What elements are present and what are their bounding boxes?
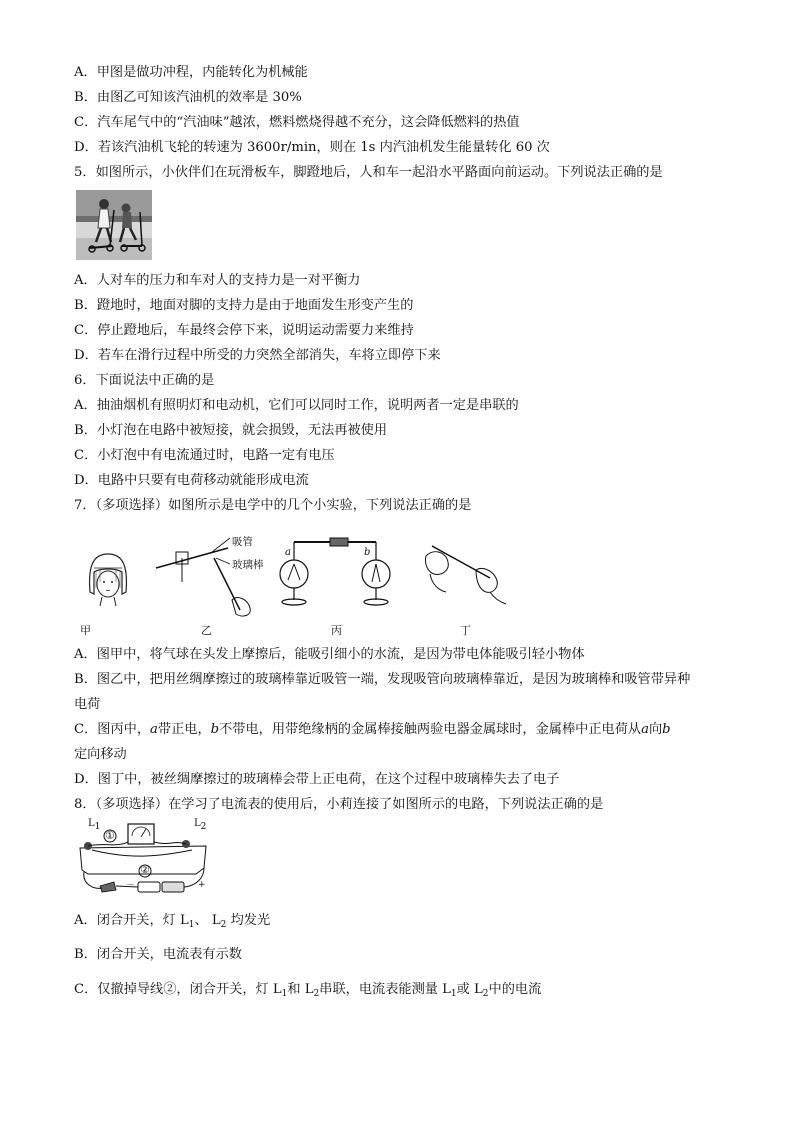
q8-circuit-figure	[72, 820, 214, 900]
q6-stem: 6．下面说法中正确的是	[74, 373, 215, 388]
q8-c-text-4: 或 L	[456, 982, 483, 997]
q6-option-c: C．小灯泡中有电流通过时，电路一定有电压	[74, 448, 335, 463]
q7-label-a: a	[285, 547, 291, 558]
q8-label-l1	[88, 818, 101, 832]
q8-a-sub-1: 1	[188, 920, 195, 930]
q7-figure-ding	[420, 540, 510, 608]
q7-c-text-4: 向	[648, 722, 663, 737]
q8-c-text-1: C．仅撤掉导线②，闭合开关，灯 L	[74, 982, 282, 997]
q7-c-var-a2: a	[641, 722, 649, 737]
q8-label-wire2: ②	[140, 863, 150, 876]
q8-c-sub-4: 2	[482, 989, 489, 999]
q7-label-bolibang: 玻璃棒	[232, 559, 264, 571]
q8-a-text-3: 均发光	[226, 913, 271, 928]
q5-stem: 5．如图所示，小伙伴们在玩滑板车，脚蹬地后，人和车一起沿水平路面向前运动。下列说法正确的是	[74, 165, 663, 180]
q8-option-c	[74, 981, 541, 999]
q4-option-a: A．甲图是做功冲程，内能转化为机械能	[74, 65, 308, 80]
q8-c-sub-3: 1	[450, 989, 457, 999]
q7-option-d: D．图丁中，被丝绸摩擦过的玻璃棒会带上正电荷，在这个过程中玻璃棒失去了电子	[74, 772, 560, 787]
q5-option-a: A．人对车的压力和车对人的支持力是一对平衡力	[74, 273, 361, 288]
q7-stem: 7．（多项选择）如图所示是电学中的几个小实验，下列说法正确的是	[74, 498, 472, 513]
q7-c-var-a: a	[150, 722, 158, 737]
q8-a-text-2: 、 L	[194, 913, 221, 928]
q6-option-d: D．电路中只要有电荷移动就能形成电流	[74, 473, 309, 488]
q8-c-sub-1: 1	[281, 989, 288, 999]
q7-c-text-2: 带正电，	[157, 722, 211, 737]
q8-label-l1-l: L	[88, 818, 95, 829]
q5-option-b: B．蹬地时，地面对脚的支持力是由于地面发生形变产生的	[74, 298, 414, 313]
q8-stem: 8．（多项选择）在学习了电流表的使用后，小莉连接了如图所示的电路，下列说法正确的是	[74, 797, 604, 812]
q7-option-c-line2: 定向移动	[74, 747, 127, 762]
q5-option-c: C．停止蹬地后，车最终会停下来，说明运动需要力来维持	[74, 323, 414, 338]
q7-option-b-line2: 电荷	[74, 697, 101, 712]
q8-label-wire1: ①	[105, 829, 115, 842]
q7-sublabel-bing: 丙	[331, 624, 342, 637]
q5-option-d: D．若车在滑行过程中所受的力突然全部消失，车将立即停下来	[74, 348, 441, 363]
q7-label-xiguan: 吸管	[232, 536, 253, 548]
q7-option-b-line1: B．图乙中，把用丝绸摩擦过的玻璃棒靠近吸管一端，发现吸管向玻璃棒靠近，是因为玻璃棒和吸管带异种	[74, 672, 691, 687]
q7-c-var-b: b	[210, 722, 220, 737]
q7-sublabel-yi: 乙	[201, 624, 212, 637]
q8-label-plus: +	[198, 880, 206, 890]
q6-option-a: A．抽油烟机有照明灯和电动机，它们可以同时工作，说明两者一定是串联的	[74, 398, 519, 413]
q8-c-text-3: 串联，电流表能测量 L	[319, 982, 451, 997]
q8-label-minus: －	[126, 881, 136, 891]
q8-c-text-2: 和 L	[287, 982, 314, 997]
q7-sublabel-jia: 甲	[80, 624, 91, 637]
q7-c-text-1: C．图丙中，	[74, 722, 151, 737]
q7-option-a: A．图甲中，将气球在头发上摩擦后，能吸引细小的水流，是因为带电体能吸引轻小物体	[74, 647, 585, 662]
q8-c-sub-2: 2	[313, 989, 320, 999]
q8-option-b: B．闭合开关，电流表有示数	[74, 947, 242, 962]
q4-option-c: C．汽车尾气中的“汽油味”越浓，燃料燃烧得越不充分，这会降低燃料的热值	[74, 115, 520, 130]
q8-label-l1-sub: 1	[94, 822, 101, 832]
q8-a-sub-2: 2	[220, 920, 227, 930]
q7-sublabel-ding: 丁	[460, 624, 471, 637]
q7-figure-bing	[276, 530, 398, 610]
q6-option-b: B．小灯泡在电路中被短接，就会损毁，无法再被使用	[74, 423, 388, 438]
q7-c-text-3: 不带电，用带绝缘柄的金属棒接触两验电器金属球时，金属棒中正电荷从	[219, 722, 642, 737]
q7-figure-jia	[80, 548, 136, 610]
q7-label-b: b	[364, 547, 371, 558]
q8-a-text-1: A．闭合开关，灯 L	[74, 913, 189, 928]
q4-option-b: B．由图乙可知该汽油机的效率是 30%	[74, 90, 302, 105]
q8-label-l2	[194, 818, 207, 832]
q5-scooter-photo	[76, 190, 152, 260]
q4-option-d: D．若该汽油机飞轮的转速为 3600r/min，则在 1s 内汽油机发生能量转化 60 次	[74, 140, 550, 155]
q8-label-l2-sub: 2	[200, 822, 207, 832]
q8-option-a	[74, 912, 270, 930]
q7-c-var-b2: b	[662, 722, 671, 737]
q8-c-text-5: 中的电流	[488, 982, 542, 997]
q8-label-l2-l: L	[194, 818, 201, 829]
q7-option-c-line1	[74, 721, 671, 739]
